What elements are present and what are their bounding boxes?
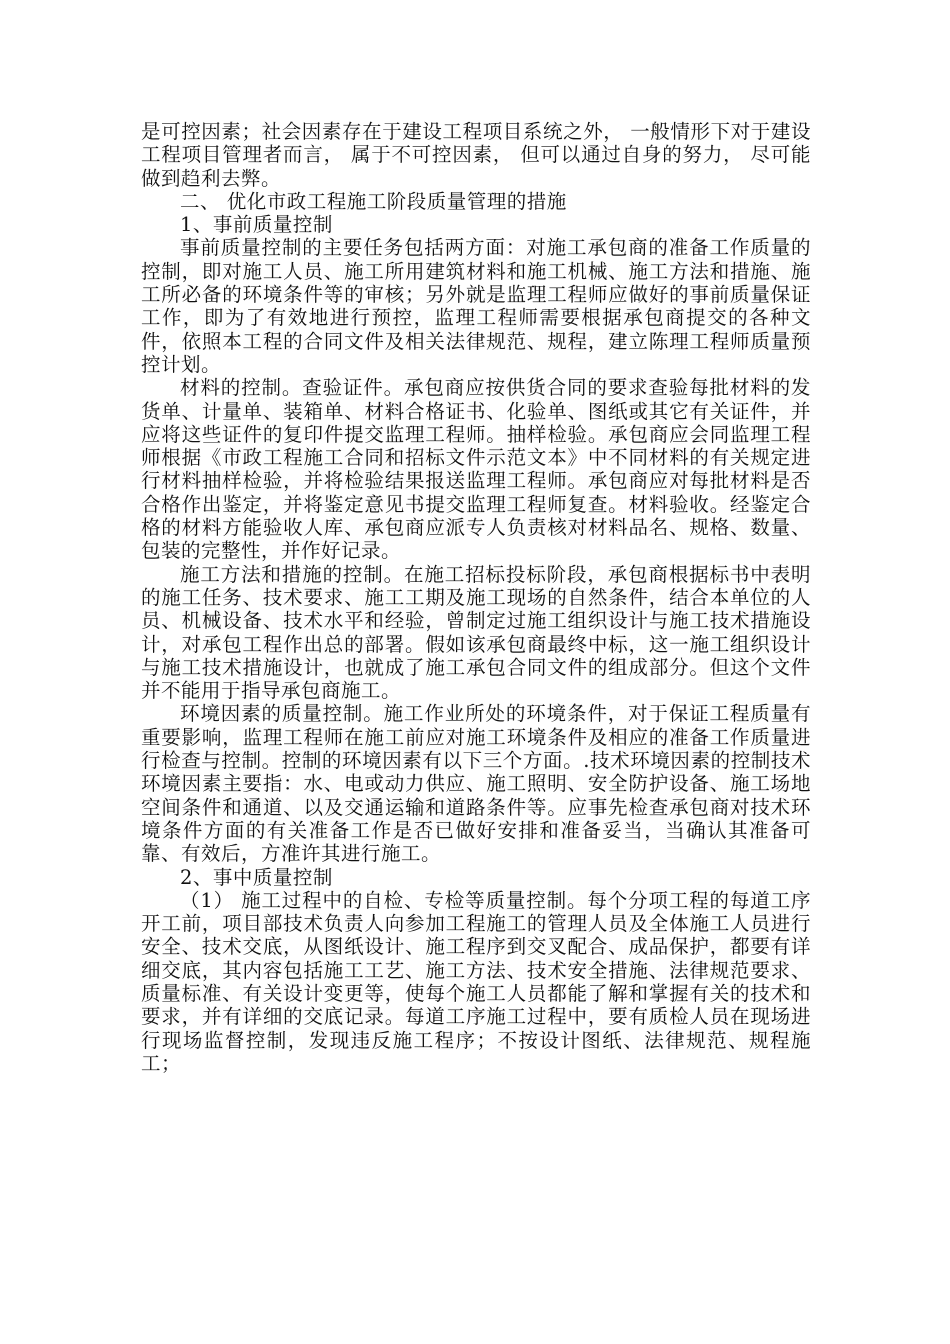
paragraph-intro: 是可控因素；社会因素存在于建设工程项目系统之外， 一般情形下对于建设工程项目管理者而言， 属于不可控因素， 但可以通过自身的努力， 尽可能做到趋利去弊。 [141, 120, 811, 190]
document-page [141, 120, 811, 1075]
subsection-heading-1: 1、事前质量控制 [180, 213, 333, 237]
paragraph-pre-control: 事前质量控制的主要任务包括两方面：对施工承包商的准备工作质量的控制，即对施工人员、施工所用建筑材料和施工机械、施工方法和措施、施工所必备的环境条件等的审核；另外就是监理工程师应做好的事前质量保证工作，即为了有效地进行预控，监理工程师需要根据承包商提交的各种文件，依照本工程的合同文件及相关法律规范、规程，建立陈理工程师质量预控计划。 [141, 236, 811, 376]
paragraph-material-control: 材料的控制。查验证件。承包商应按供货合同的要求查验每批材料的发货单、计量单、装箱单、材料合格证书、化验单、图纸或其它有关证件，并应将这些证件的复印件提交监理工程师。抽样检验。承包商应会同监理工程师根据《市政工程施工合同和招标文件示范文本》中不同材料的有关规定进行材料抽样检验，并将检验结果报送监理工程师。承包商应对每批材料是否合格作出鉴定，并将鉴定意见书提交监理工程师复查。材料验收。经鉴定合格的材料方能验收人库、承包商应派专人负责核对材料品名、规格、数量、包装的完整性，并作好记录。 [141, 376, 811, 563]
paragraph-environment-control: 环境因素的质量控制。施工作业所处的环境条件，对于保证工程质量有重要影响，监理工程师在施工前应对施工环境条件及相应的准备工作质量进行检查与控制。控制的环境因素有以下三个方面。.技术环境因素的控制技术环境因素主要指：水、电或动力供应、施工照明、安全防护设备、施工场地空间条件和通道、以及交通运输和道路条件等。应事先检查承包商对技术环境条件方面的有关准备工作是否已做好安排和准备妥当，当确认其准备可靠、有效后，方准许其进行施工。 [141, 702, 811, 866]
paragraph-method-control: 施工方法和措施的控制。在施工招标投标阶段，承包商根据标书中表明的施工任务、技术要求、施工工期及施工现场的自然条件，结合本单位的人员、机械设备、技术水平和经验，曾制定过施工组织设计与施工技术措施设计，对承包工程作出总的部署。假如该承包商最终中标，这一施工组织设计与施工技术措施设计，也就成了施工承包合同文件的组成部分。但这个文件并不能用于指导承包商施工。 [141, 562, 811, 703]
paragraph-in-process-control: （1） 施工过程中的自检、专检等质量控制。每个分项工程的每道工序开工前，项目部技术负责人向参加工程施工的管理人员及全体施工人员进行安全、技术交底，从图纸设计、施工程序到交叉配合、成品保护，都要有详细交底，其内容包括施工工艺、施工方法、技术安全措施、法律规范要求、质量标准、有关设计变更等，使每个施工人员都能了解和掌握有关的技术和要求，并有详细的交底记录。每道工序施工过程中，要有质检人员在现场进行现场监督控制，发现违反施工程序；不按设计图纸、法律规范、规程施工； [141, 888, 811, 1075]
section-heading-2: 二、 优化市政工程施工阶段质量管理的措施 [180, 189, 567, 213]
subsection-heading-2: 2、事中质量控制 [180, 865, 333, 889]
